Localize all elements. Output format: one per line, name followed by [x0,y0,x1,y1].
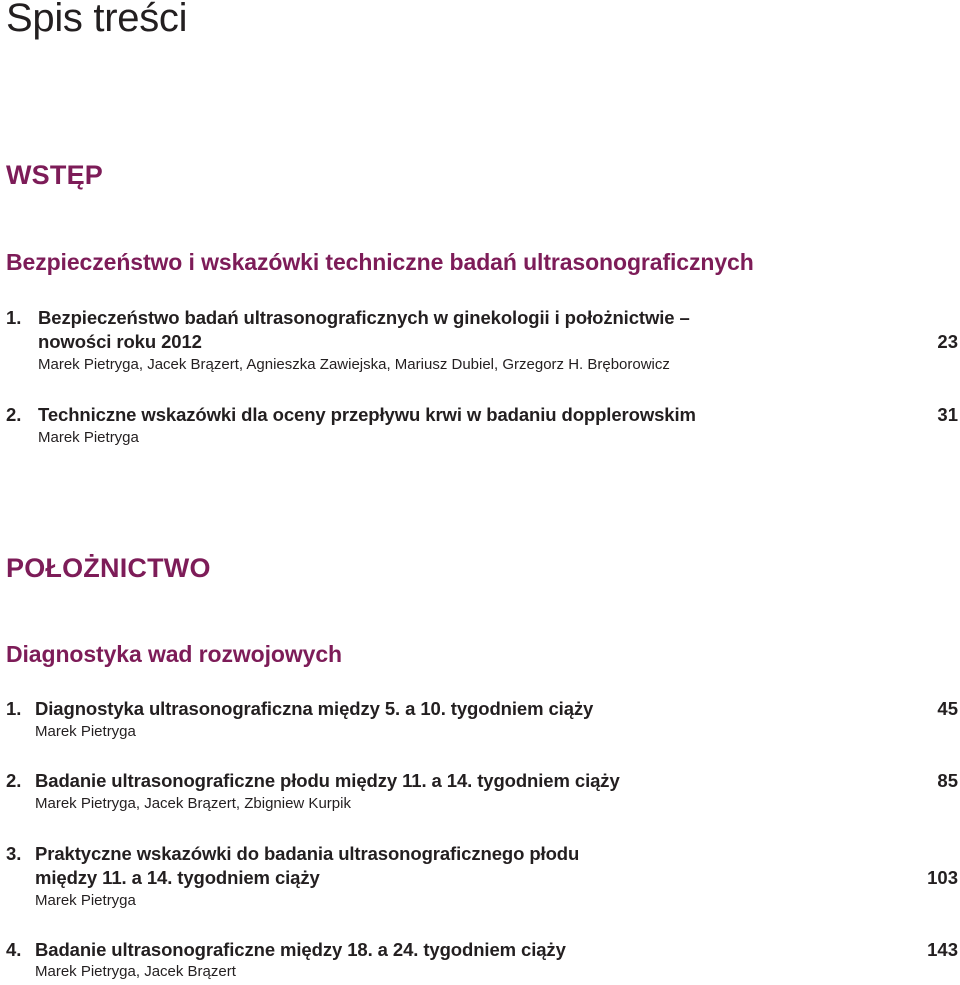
toc-entry-title[interactable]: Techniczne wskazówki dla oceny przepływu krwi w badaniu dopplerowskim [38,404,696,425]
toc-entry-number: 1. [6,698,22,719]
toc-entry-number: 3. [6,843,22,864]
toc-entry-title[interactable]: Bezpieczeństwo badań ultrasonograficznych w ginekologii i położnictwie – [38,307,690,328]
toc-entry-title-continued[interactable]: nowości roku 2012 [38,331,202,352]
toc-entry-title[interactable]: Badanie ultrasonograficzne płodu między 11. a 14. tygodniem ciąży [35,770,620,791]
toc-entry-number: 2. [6,404,22,425]
toc-entry-title[interactable]: Badanie ultrasonograficzne między 18. a 24. tygodniem ciąży [35,939,566,960]
toc-page-number[interactable]: 45 [937,698,958,719]
toc-entry-title[interactable]: Diagnostyka ultrasonograficzna między 5. a 10. tygodniem ciąży [35,698,594,719]
toc-entry-number: 2. [6,770,22,791]
toc-entry-authors: Marek Pietryga, Jacek Brązert, Agnieszka Zawiejska, Mariusz Dubiel, Grzegorz H. Bręborowicz [38,356,670,373]
toc-entry-authors: Marek Pietryga, Jacek Brązert [35,963,236,980]
toc-entry-title-continued[interactable]: między 11. a 14. tygodniem ciąży [35,867,320,888]
toc-entry-authors: Marek Pietryga [38,429,139,446]
section-heading-diagnostyka: Diagnostyka wad rozwojowych [6,641,342,667]
toc-page-number[interactable]: 85 [937,770,958,791]
part-heading-wstep: WSTĘP [6,160,104,190]
toc-page-number[interactable]: 31 [937,404,958,425]
section-heading-bezpieczenstwo: Bezpieczeństwo i wskazówki techniczne badań ultrasonograficznych [6,249,754,275]
toc-entry-number: 1. [6,307,22,328]
toc-entry-authors: Marek Pietryga [35,892,136,909]
part-heading-poloznictwo: POŁOŻNICTWO [6,553,211,583]
toc-page-number[interactable]: 23 [937,331,958,352]
toc-page-number[interactable]: 143 [927,939,958,960]
toc-entry-authors: Marek Pietryga, Jacek Brązert, Zbigniew Kurpik [35,795,351,812]
page-title: Spis treści [6,0,188,40]
toc-page-number[interactable]: 103 [927,867,958,888]
toc-entry-title[interactable]: Praktyczne wskazówki do badania ultrasonograficznego płodu [35,843,580,864]
toc-entry-number: 4. [6,939,22,960]
toc-entry-authors: Marek Pietryga [35,723,136,740]
